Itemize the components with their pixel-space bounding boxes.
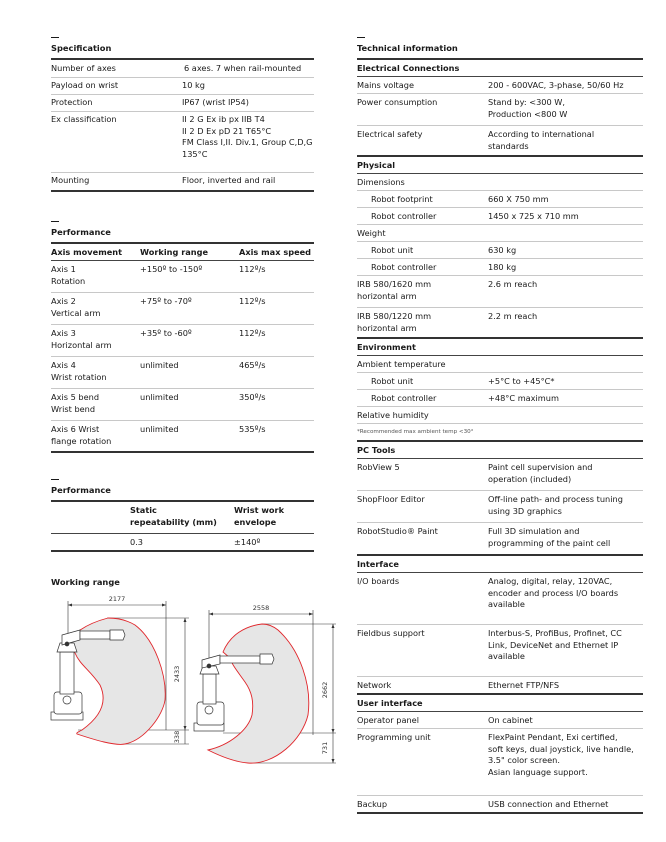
row-label: Power consumption [357,97,438,107]
row-label: RobView 5 [357,462,400,472]
row-value: 630 kg [488,245,517,255]
row-value: 1450 x 725 x 710 mm [488,211,579,221]
row-value [488,573,643,625]
table-row [357,174,643,191]
cell [51,534,130,552]
row-value: +5°C to +45°C* [488,376,555,386]
below-label: 338 [173,730,181,744]
table-row [357,94,643,126]
section-header-row [357,156,643,174]
value-line: Link, DeviceNet and Ethernet IP [488,639,619,650]
table-header-row [51,501,314,534]
section-header-row [357,694,643,712]
table-header-row [51,243,314,261]
spec-value [182,112,314,173]
spec-label: Ex classification [51,114,117,124]
table-row [357,459,643,491]
table-row [357,573,643,625]
section-header: Interface [357,559,399,569]
value-line: Asian language support. [488,766,588,777]
row-label: RobotStudio® Paint [357,526,438,536]
working-range-diagram-1 [45,590,200,755]
working-range-value: unlimited [140,360,179,370]
row-value [488,126,643,157]
column-header [234,501,314,534]
performance-title-2: Performance [51,485,111,495]
table-row [357,491,643,523]
row-label: I/O boards [357,576,400,586]
table-row [357,208,643,225]
value-line: Interbus-S, ProfiBus, Profinet, CC [488,628,622,638]
row-label: Robot footprint [371,194,433,204]
axis-name [51,389,140,421]
row-label: Electrical safety [357,129,423,139]
axis-line: Wrist bend [51,403,96,414]
height-label: 2662 [321,681,329,699]
row-value [488,94,643,126]
working-range-title: Working range [51,577,120,587]
table-row [51,112,314,173]
spec-label: Number of axes [51,63,116,73]
table-row [357,356,643,373]
table-row [357,677,643,695]
axis-line: Horizontal arm [51,339,112,350]
performance-title: Performance [51,227,111,237]
below-label: 731 [321,741,329,755]
axis-line: Axis 4 [51,360,76,370]
value-line: USB connection and Ethernet [488,799,609,809]
value-line: available [488,599,525,609]
header-line: envelope [234,516,277,527]
spec-value: 6 axes. 7 when rail-mounted [184,63,302,73]
axis-line: flange rotation [51,435,112,446]
section-header-row [357,441,643,459]
table-row [51,261,314,293]
table-row [357,77,643,94]
table-row [357,712,643,729]
row-value [488,491,643,523]
value-line: operation (included) [488,473,572,484]
axis-name [51,325,140,357]
axis-name [51,357,140,389]
table-row [357,276,643,308]
row-value [488,225,643,242]
max-speed-value: 112º/s [239,264,266,274]
working-range-value: unlimited [140,392,179,402]
row-value [488,677,643,695]
max-speed-value: 112º/s [239,296,266,306]
axis-name [51,261,140,293]
width-label: 2177 [108,595,126,603]
section-header-row [357,59,643,77]
table-row [357,191,643,208]
value-line: encoder and process I/O boards [488,587,619,598]
value-line: 200 - 600VAC, 3-phase, 50/60 Hz [488,80,624,90]
spec-value-line: FM Class I,II. Div.1, Group C,D,G [182,137,313,147]
height-label: 2433 [173,665,181,683]
value-line: Full 3D simulation and [488,526,580,536]
row-value [488,796,643,814]
axis-name [51,421,140,453]
row-value [488,356,643,373]
header-line: repeatability (mm) [130,516,217,527]
section-header: Physical [357,160,396,170]
table-row [357,308,643,339]
section-dash [51,479,59,480]
table-row [51,325,314,357]
value-line: 3.5" color screen. [488,755,560,765]
row-value: +48°C maximum [488,393,559,403]
axis-line: Rotation [51,275,86,286]
value-line: using 3D graphics [488,505,562,516]
max-speed-value: 112º/s [239,328,266,338]
row-value: 2.6 m reach [488,279,538,289]
table-row [51,95,314,112]
technical-title: Technical information [357,43,458,53]
label-line: horizontal arm [357,290,417,301]
spec-value: Floor, inverted and rail [182,175,276,185]
value-line: According to international [488,129,595,139]
table-row [357,373,643,390]
spec-value-line: II 2 G Ex ib px IIB T4 [182,114,265,124]
axis-line: Axis 2 [51,296,76,306]
row-value [488,407,643,424]
table-row [51,59,314,78]
label-line: IRB 580/1220 mm [357,311,432,321]
value-line: FlexPaint Pendant, Exi certified, [488,732,618,742]
header-line: Wrist work [234,505,285,515]
table-row [51,357,314,389]
row-label: Programming unit [357,732,431,742]
row-label: Robot unit [371,245,414,255]
axis-line: Axis 5 bend [51,392,100,402]
table-row [51,534,314,552]
row-label: Network [357,680,392,690]
value-line: available [488,651,525,661]
footnote-row [357,424,643,442]
section-header-row [357,338,643,356]
footnote: *Recommended max ambient temp <30° [357,429,474,435]
specification-title: Specification [51,43,112,53]
working-range-value: +150º to -150º [140,264,203,274]
value-line: Ethernet FTP/NFS [488,680,560,690]
label-line: horizontal arm [357,322,417,333]
row-value: 2.2 m reach [488,311,538,321]
table-row [357,796,643,814]
label-line: IRB 580/1620 mm [357,279,432,289]
section-dash [51,37,59,38]
axis-line: Vertical arm [51,307,101,318]
row-value [488,174,643,191]
row-value [488,77,643,94]
column-header: Working range [140,247,208,257]
max-speed-value: 465º/s [239,360,266,370]
table-row [357,407,643,424]
working-range-value: +75º to -70º [140,296,192,306]
table-row [51,78,314,95]
table-row [357,225,643,242]
section-dash [357,37,365,38]
table-row [357,242,643,259]
max-speed-value: 535º/s [239,424,266,434]
row-value [488,459,643,491]
row-label: Robot controller [371,393,437,403]
axis-line: Axis 3 [51,328,76,338]
section-header: User interface [357,698,423,708]
row-label: Operator panel [357,715,419,725]
spec-value: 10 kg [182,80,205,90]
performance-repeatability-table [51,500,314,552]
column-header: Axis movement [51,247,123,257]
column-header [51,501,130,534]
spec-label: Payload on wrist [51,80,119,90]
axis-line: Axis 6 Wrist [51,424,100,434]
column-header [130,501,234,534]
value-line: Paint cell supervision and [488,462,593,472]
value-line: standards [488,140,529,151]
axis-name [51,293,140,325]
row-value [488,625,643,677]
row-label: ShopFloor Editor [357,494,425,504]
value-line: Off-line path- and process tuning [488,494,623,504]
value-line: soft keys, dual joystick, live handle, [488,743,634,754]
section-header: PC Tools [357,445,396,455]
section-header: Environment [357,342,416,352]
section-dash [51,221,59,222]
row-label: Mains voltage [357,80,415,90]
axis-line: Axis 1 [51,264,76,274]
row-label: Robot controller [371,211,437,221]
row-label [357,276,488,308]
work-envelope [208,624,309,763]
repeatability-value: 0.3 [130,537,144,547]
table-row [51,173,314,192]
technical-table [357,58,643,814]
row-value [488,729,643,796]
spec-value: IP67 (wrist IP54) [182,97,249,107]
table-row [357,259,643,276]
axis-line: Wrist rotation [51,371,107,382]
working-range-diagram-2 [190,590,350,780]
header-line: Static [130,505,157,515]
table-row [51,421,314,453]
spec-label: Mounting [51,175,90,185]
row-label: Robot controller [371,262,437,272]
table-row [51,293,314,325]
row-label: Dimensions [357,177,405,187]
row-label: Ambient temperature [357,359,446,369]
spec-value-line: II 2 D Ex pD 21 T65°C [182,125,272,136]
spec-value-line: 135°C [182,148,208,159]
column-header: Axis max speed [239,247,312,257]
row-value [488,712,643,729]
section-header: Electrical Connections [357,63,460,73]
performance-axes-table [51,242,314,453]
row-label: Fieldbus support [357,628,425,638]
row-label: Relative humidity [357,410,429,420]
table-row [357,126,643,157]
row-value: 180 kg [488,262,517,272]
working-range-value: +35º to -60º [140,328,192,338]
wrist-envelope-value: ±140º [234,537,261,547]
value-line: On cabinet [488,715,533,725]
value-line: programming of the paint cell [488,537,611,548]
row-value: 660 X 750 mm [488,194,549,204]
row-label: Weight [357,228,386,238]
section-header-row [357,555,643,573]
value-line: Production <800 W [488,108,568,119]
max-speed-value: 350º/s [239,392,266,402]
row-label: Backup [357,799,388,809]
value-line: Stand by: <300 W, [488,97,566,107]
table-row [357,625,643,677]
table-row [357,390,643,407]
width-label: 2558 [252,604,270,612]
specification-table [51,58,314,192]
table-row [51,389,314,421]
value-line: Analog, digital, relay, 120VAC, [488,576,613,586]
row-label [357,308,488,339]
row-label: Robot unit [371,376,414,386]
table-row [357,523,643,556]
table-row [357,729,643,796]
row-value [488,523,643,556]
spec-label: Protection [51,97,93,107]
working-range-value: unlimited [140,424,179,434]
